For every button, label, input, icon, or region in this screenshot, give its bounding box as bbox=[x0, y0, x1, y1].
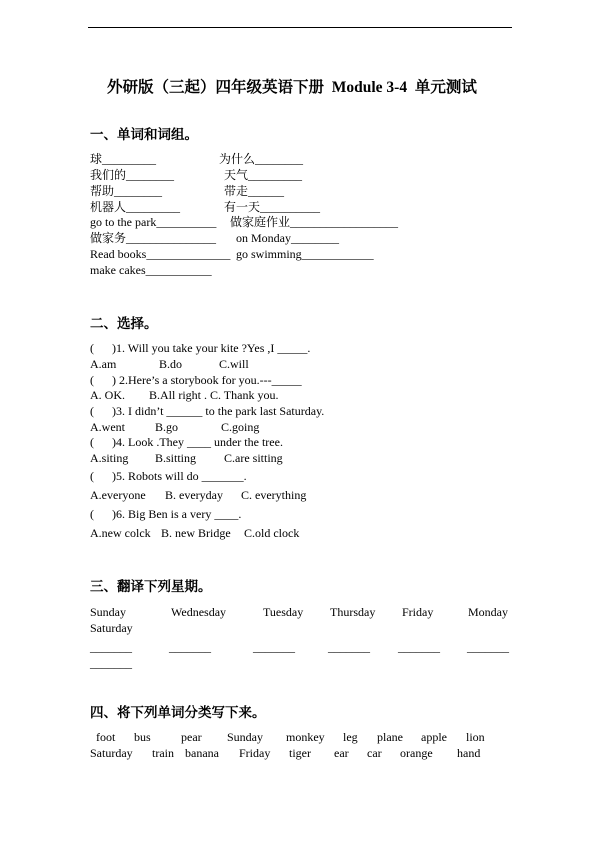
answer-blank: _______ bbox=[253, 640, 295, 654]
question-stem: ( )4. Look .They ____ under the tree. bbox=[90, 435, 283, 449]
weekday-word: Tuesday bbox=[263, 605, 304, 619]
option: A.am bbox=[90, 357, 117, 371]
question-stem: ( )5. Robots will do _______. bbox=[90, 469, 247, 483]
weekday-word: Saturday bbox=[90, 621, 133, 635]
vocab-item: on Monday________ bbox=[236, 231, 339, 245]
weekday-word: Friday bbox=[402, 605, 434, 619]
question-stem: ( )1. Will you take your kite ?Yes ,I _____. bbox=[90, 341, 311, 355]
weekday-word: Monday bbox=[468, 605, 508, 619]
word: apple bbox=[421, 730, 447, 744]
word: bus bbox=[134, 730, 151, 744]
word: Saturday bbox=[90, 746, 133, 760]
vocab-item: 球_________ bbox=[90, 152, 157, 166]
word: foot bbox=[96, 730, 116, 744]
weekday-word: Thursday bbox=[330, 605, 376, 619]
page-title: 外研版（三起）四年级英语下册 Module 3-4 单元测试 bbox=[107, 79, 477, 96]
vocab-item: Read books______________ bbox=[90, 247, 231, 261]
vocab-item: 带走______ bbox=[224, 184, 285, 198]
section-1-heading: 一、单词和词组。 bbox=[90, 127, 198, 142]
section-4-heading: 四、将下列单词分类写下来。 bbox=[90, 705, 266, 720]
option: B.go bbox=[155, 420, 179, 434]
word: leg bbox=[343, 730, 358, 744]
option: B. everyday bbox=[165, 488, 223, 502]
vocab-item: 帮助________ bbox=[90, 184, 163, 198]
vocab-item: 为什么________ bbox=[219, 152, 304, 166]
vocab-item: 做家务_______________ bbox=[90, 231, 217, 245]
option: C.old clock bbox=[244, 526, 300, 540]
question-stem: ( )3. I didn’t ______ to the park last Saturday. bbox=[90, 404, 325, 418]
option: B.All right . C. Thank you. bbox=[149, 388, 279, 402]
word: train bbox=[152, 746, 174, 760]
section-3-heading: 三、翻译下列星期。 bbox=[90, 579, 212, 594]
answer-blank: _______ bbox=[90, 656, 132, 670]
word: lion bbox=[466, 730, 485, 744]
option: A. OK. bbox=[90, 388, 125, 402]
section-2-heading: 二、选择。 bbox=[90, 316, 158, 331]
word: plane bbox=[377, 730, 403, 744]
vocab-item: 做家庭作业__________________ bbox=[230, 215, 399, 229]
vocab-item: make cakes___________ bbox=[90, 263, 212, 277]
question-stem: ( ) 2.Here’s a storybook for you.---_____ bbox=[90, 373, 302, 387]
answer-blank: _______ bbox=[328, 640, 370, 654]
answer-blank: _______ bbox=[398, 640, 440, 654]
option: C. everything bbox=[241, 488, 307, 502]
vocab-item: 有一天__________ bbox=[224, 200, 321, 214]
option: B.sitting bbox=[155, 451, 197, 465]
word: monkey bbox=[286, 730, 325, 744]
word: pear bbox=[181, 730, 202, 744]
option: A.everyone bbox=[90, 488, 146, 502]
option: B. new Bridge bbox=[161, 526, 231, 540]
top-rule bbox=[88, 27, 512, 28]
word: Sunday bbox=[227, 730, 263, 744]
answer-blank: _______ bbox=[90, 640, 132, 654]
option: A.went bbox=[90, 420, 125, 434]
weekday-word: Wednesday bbox=[171, 605, 227, 619]
option: C.will bbox=[219, 357, 249, 371]
vocab-item: go to the park__________ bbox=[90, 215, 217, 229]
vocab-item: 我们的________ bbox=[90, 168, 175, 182]
vocab-item: 天气_________ bbox=[224, 168, 303, 182]
word: hand bbox=[457, 746, 481, 760]
word: car bbox=[367, 746, 382, 760]
word: Friday bbox=[239, 746, 271, 760]
option: B.do bbox=[159, 357, 183, 371]
option: C.are sitting bbox=[224, 451, 283, 465]
answer-blank: _______ bbox=[169, 640, 211, 654]
question-stem: ( )6. Big Ben is a very ____. bbox=[90, 507, 242, 521]
word: orange bbox=[400, 746, 433, 760]
option: A.siting bbox=[90, 451, 129, 465]
weekday-word: Sunday bbox=[90, 605, 126, 619]
answer-blank: _______ bbox=[467, 640, 509, 654]
option: A.new colck bbox=[90, 526, 151, 540]
option: C.going bbox=[221, 420, 260, 434]
vocab-item: 机器人_________ bbox=[90, 200, 181, 214]
word: ear bbox=[334, 746, 349, 760]
word: tiger bbox=[289, 746, 311, 760]
vocab-item: go swimming____________ bbox=[236, 247, 374, 261]
word: banana bbox=[185, 746, 219, 760]
